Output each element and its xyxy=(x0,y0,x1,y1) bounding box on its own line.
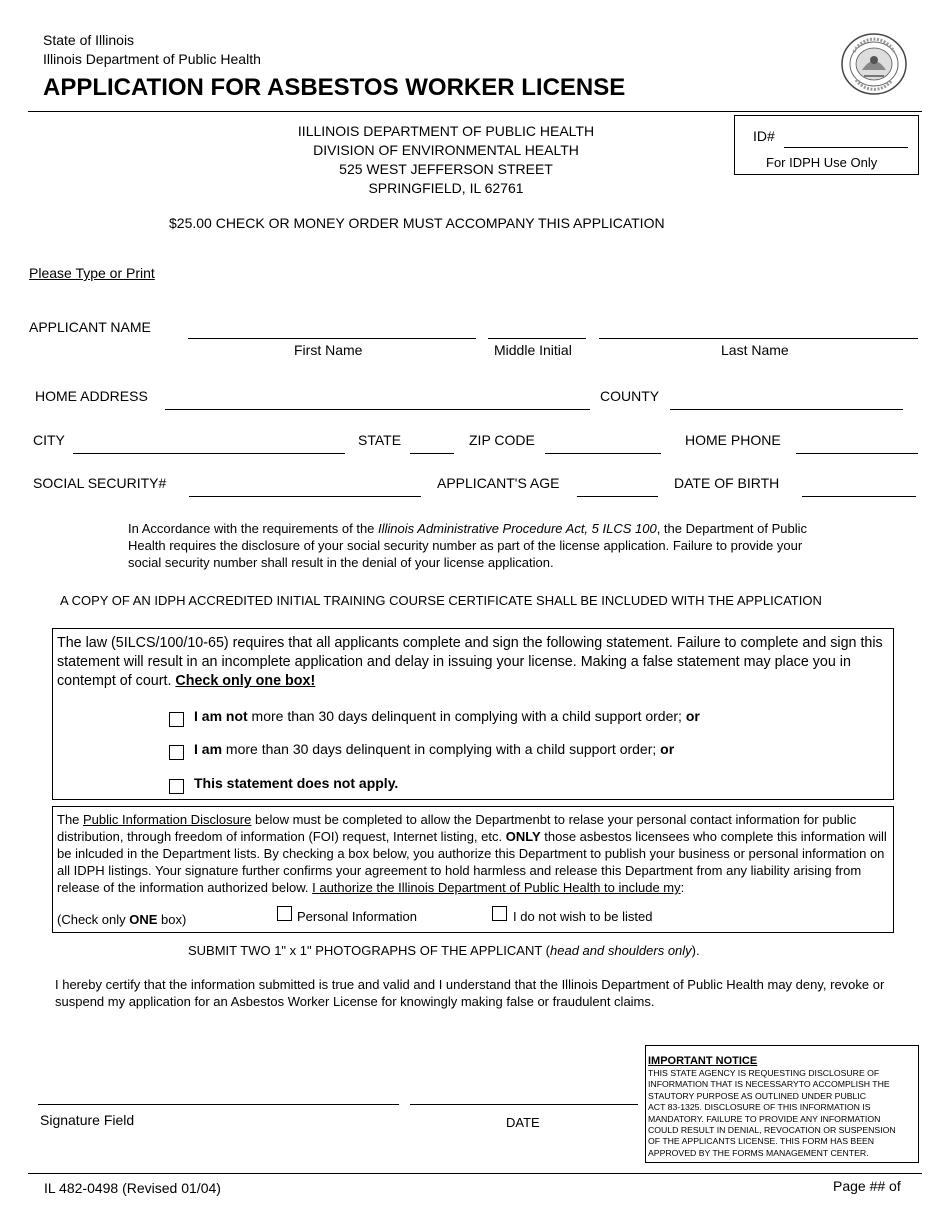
zip-code-label: ZIP CODE xyxy=(469,432,535,448)
personal-information-checkbox[interactable] xyxy=(277,906,292,921)
fee-notice: $25.00 CHECK OR MONEY ORDER MUST ACCOMPANY THIS APPLICATION xyxy=(169,215,665,231)
notice-line: OF THE APPLICANTS LICENSE. THIS FORM HAS BEEN xyxy=(648,1136,875,1147)
important-notice-text xyxy=(648,1055,918,1159)
child-support-statement: The law (5ILCS/100/10-65) requires that all applicants complete and sign the following statement. Failure to complete and sign this statement will result in an incomplete application and delay in issuing your license. Making a false statement may place you in contempt of court. Check only one box! xyxy=(57,635,883,689)
id-field[interactable] xyxy=(784,147,908,148)
notice-line: THIS STATE AGENCY IS REQUESTING DISCLOSURE OF xyxy=(648,1068,880,1078)
notice-line: APPROVED BY THE FORMS MANAGEMENT CENTER. xyxy=(648,1147,869,1158)
not-apply-checkbox[interactable] xyxy=(169,779,184,794)
header-divider xyxy=(28,111,922,112)
middle-initial-label: Middle Initial xyxy=(494,342,572,358)
not-apply-option: This statement does not apply. xyxy=(194,775,399,791)
idph-use-label: For IDPH Use Only xyxy=(766,155,878,170)
state-name: State of Illinois xyxy=(43,32,135,48)
first-name-label: First Name xyxy=(294,342,363,358)
city-field[interactable] xyxy=(73,453,345,454)
important-notice-title: IMPORTANT NOTICE xyxy=(648,1055,758,1067)
photographs-instruction: SUBMIT TWO 1" x 1" PHOTOGRAPHS OF THE APPLICANT (head and shoulders only). xyxy=(188,943,700,958)
certificate-notice: A COPY OF AN IDPH ACCREDITED INITIAL TRAINING COURSE CERTIFICATE SHALL BE INCLUDED WITH THE APPLICATION xyxy=(60,593,822,608)
address-line: DIVISION OF ENVIRONMENTAL HEALTH xyxy=(313,142,579,158)
not-delinquent-checkbox[interactable] xyxy=(169,712,184,727)
address-line: IILLINOIS DEPARTMENT OF PUBLIC HEALTH xyxy=(297,123,595,139)
delinquent-checkbox[interactable] xyxy=(169,745,184,760)
applicant-age-label: APPLICANT'S AGE xyxy=(437,475,560,491)
state-field[interactable] xyxy=(410,453,454,454)
page-title: APPLICATION FOR ASBESTOS WORKER LICENSE xyxy=(43,74,626,101)
notice-line: MANDATORY. FAILURE TO PROVIDE ANY INFORMATION xyxy=(648,1113,881,1124)
date-field[interactable] xyxy=(410,1104,638,1105)
certification-statement: I hereby certify that the information submitted is true and valid and I understand that the Illinois Department of Public Health may deny, revoke or suspend my application for an Asbestos Worker License for knowingly making false or fraudulent claims. xyxy=(55,977,885,1009)
state-seal-icon xyxy=(840,32,908,96)
zip-code-field[interactable] xyxy=(545,453,661,454)
page-number: Page ## of xyxy=(833,1178,901,1194)
footer-divider xyxy=(28,1173,922,1174)
notice-line: COULD RESULT IN DENIAL, REVOCATION OR SUSPENSION xyxy=(648,1125,896,1136)
county-field[interactable] xyxy=(670,409,903,410)
ssn-field[interactable] xyxy=(189,496,421,497)
not-delinquent-option: I am not more than 30 days delinquent in complying with a child support order; or xyxy=(194,708,700,724)
do-not-list-checkbox[interactable] xyxy=(492,906,507,921)
notice-line: INFORMATION THAT IS NECESSARYTO ACCOMPLISH THE xyxy=(648,1079,890,1090)
department-name: Illinois Department of Public Health xyxy=(43,51,261,67)
personal-information-option: Personal Information xyxy=(297,909,417,924)
first-name-field[interactable] xyxy=(188,338,476,339)
department-address xyxy=(210,122,682,198)
home-phone-field[interactable] xyxy=(796,453,918,454)
type-or-print-instruction: Please Type or Print xyxy=(29,265,155,281)
home-address-field[interactable] xyxy=(165,409,590,410)
signature-field[interactable] xyxy=(38,1104,399,1105)
date-of-birth-label: DATE OF BIRTH xyxy=(674,475,780,491)
notice-line: ACT 83-1325. DISCLOSURE OF THIS INFORMATION IS xyxy=(648,1102,871,1113)
county-label: COUNTY xyxy=(600,388,660,404)
date-label: DATE xyxy=(506,1115,540,1130)
middle-initial-field[interactable] xyxy=(488,338,586,339)
home-phone-label: HOME PHONE xyxy=(685,432,781,448)
address-line: 525 WEST JEFFERSON STREET xyxy=(339,161,553,177)
home-address-label: HOME ADDRESS xyxy=(35,388,148,404)
form-number: IL 482-0498 (Revised 01/04) xyxy=(44,1180,221,1196)
notice-line: STAUTORY PURPOSE AS OUTLINED UNDER PUBLIC xyxy=(648,1090,867,1101)
disclosure-statement: The Public Information Disclosure below must be completed to allow the Departmenbt to relase your personal contact information for public distribution, through freedom of information (FOI) request, Internet listing, etc. ONLY those asbestos licensees who complete this information will be inlcuded in the Department lists. By checking a box below, you authorize this Department to publish your business or personal information on all IDPH listings. Your signature further confirms your agreement to hold harmless and release this Department from any liability arising from release of the information authorized below. I authorize the Illinois Department of Public Health to include my: xyxy=(57,812,887,895)
state-label: STATE xyxy=(358,432,402,448)
last-name-label: Last Name xyxy=(721,342,789,358)
delinquent-option: I am more than 30 days delinquent in complying with a child support order; or xyxy=(194,741,675,757)
check-one-instruction: (Check only ONE box) xyxy=(57,912,187,927)
id-label: ID# xyxy=(753,128,775,144)
ssn-label: SOCIAL SECURITY# xyxy=(33,475,167,491)
applicant-age-field[interactable] xyxy=(577,496,658,497)
city-label: CITY xyxy=(33,432,65,448)
address-line: SPRINGFIELD, IL 62761 xyxy=(368,180,524,196)
applicant-name-label: APPLICANT NAME xyxy=(29,319,151,335)
ssn-disclosure-notice: In Accordance with the requirements of the Illinois Administrative Procedure Act, 5 ILCS 100, the Department of Public Health requires the disclosure of your social security number as part of the license application. Failure to provide your social security number shall result in the denial of your license application. xyxy=(128,521,808,570)
date-of-birth-field[interactable] xyxy=(802,496,916,497)
last-name-field[interactable] xyxy=(599,338,918,339)
signature-label: Signature Field xyxy=(40,1112,135,1128)
do-not-list-option: I do not wish to be listed xyxy=(513,909,653,924)
